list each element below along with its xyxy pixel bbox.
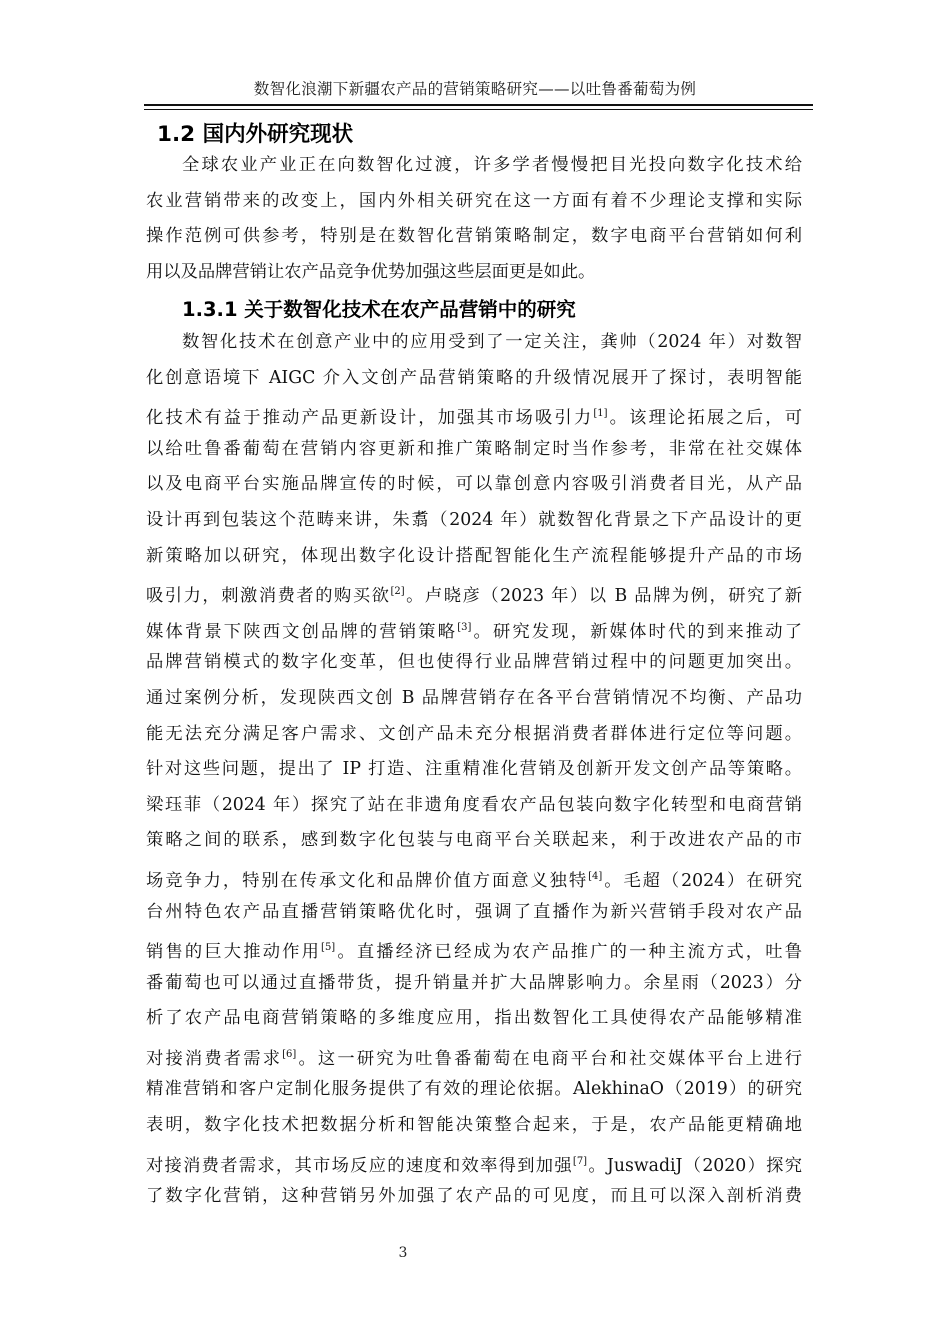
subsection-heading: 1.3.1 关于数智化技术在农产品营销中的研究 — [182, 298, 576, 321]
citation-marker: [3] — [457, 621, 472, 633]
paragraph-line: 设计再到包装这个范畴来讲，朱翥（2024 年）就数智化背景之下产品设计的更 — [146, 509, 802, 530]
paragraph-line: 数智化技术在创意产业中的应用受到了一定关注，龚帅（2024 年）对数智 — [182, 332, 802, 352]
paragraph-line: 全球农业产业正在向数智化过渡，许多学者慢慢把目光投向数字化技术给 — [182, 155, 802, 175]
paragraph-line: 场竞争力，特别在传承文化和品牌价值方面意义独特[4]。毛超（2024）在研究 — [146, 870, 802, 891]
paragraph-line: 以给吐鲁番葡萄在营销内容更新和推广策略制定时当作参考，非常在社交媒体 — [146, 438, 802, 459]
paragraph-line: 化技术有益于推动产品更新设计，加强其市场吸引力[1]。该理论拓展之后，可 — [146, 407, 802, 428]
paragraph-line: 了数字化营销，这种营销另外加强了农产品的可见度，而且可以深入剖析消费 — [146, 1186, 802, 1207]
paragraph-line: 对接消费者需求[6]。这一研究为吐鲁番葡萄在电商平台和社交媒体平台上进行 — [146, 1048, 802, 1069]
paragraph-line: 新策略加以研究，体现出数字化设计搭配智能化生产流程能够提升产品的市场 — [146, 545, 802, 566]
paragraph-line: 以及电商平台实施品牌宣传的时候，可以靠创意内容吸引消费者目光，从产品 — [146, 474, 802, 495]
header-rule-thin — [144, 109, 813, 110]
paragraph-line: 精准营销和客户定制化服务提供了有效的理论依据。AlekhinaO（2019）的研究 — [146, 1079, 802, 1100]
paragraph-line: 针对这些问题，提出了 IP 打造、注重精准化营销及创新开发文创产品等策略。 — [146, 759, 802, 780]
citation-marker: [7] — [572, 1155, 588, 1167]
paragraph-line: 农业营销带来的改变上，国内外相关研究在这一方面有着不少理论支撑和实际 — [146, 190, 802, 211]
paragraph-line: 操作范例可供参考，特别是在数智化营销策略制定，数字电商平台营销如何利 — [146, 226, 802, 247]
paragraph-line: 吸引力，刺激消费者的购买欲[2]。卢晓彦（2023 年）以 B 品牌为例，研究了新 — [146, 585, 802, 606]
paragraph-line: 表明，数字化技术把数据分析和智能决策整合起来，于是，农产品能更精确地 — [146, 1115, 802, 1136]
body-paragraph — [146, 325, 802, 1215]
citation-marker: [2] — [390, 586, 405, 598]
paragraph-line: 策略之间的联系，感到数字化包装与电商平台关联起来，利于改进农产品的市 — [146, 830, 802, 851]
paragraph-line: 销售的巨大推动作用[5]。直播经济已经成为农产品推广的一种主流方式，吐鲁 — [146, 941, 802, 962]
paragraph-line: 析了农产品电商营销策略的多维度应用，指出数智化工具使得农产品能够精准 — [146, 1008, 802, 1029]
citation-marker: [6] — [282, 1048, 297, 1060]
paragraph-line: 番葡萄也可以通过直播带货，提升销量并扩大品牌影响力。余星雨（2023）分 — [146, 972, 802, 993]
paragraph-line: 化创意语境下 AIGC 介入文创产品营销策略的升级情况展开了探讨，表明智能 — [146, 367, 802, 388]
running-header-title: 数智化浪潮下新疆农产品的营销策略研究——以吐鲁番葡萄为例 — [253, 80, 697, 98]
paragraph-line: 台州特色农产品直播营销策略优化时，强调了直播作为新兴营销手段对农产品 — [146, 901, 802, 922]
paragraph-line: 能无法充分满足客户需求、文创产品未充分根据消费者群体进行定位等问题。 — [146, 723, 802, 744]
paragraph-line: 用以及品牌营销让农产品竞争优势加强这些层面更是如此。 — [146, 261, 596, 282]
paragraph-line: 对接消费者需求，其市场反应的速度和效率得到加强[7]。JuswadiJ（2020）探究 — [146, 1155, 802, 1176]
citation-marker: [1] — [593, 408, 608, 420]
paragraph-line: 媒体背景下陕西文创品牌的营销策略[3]。研究发现，新媒体时代的到来推动了 — [146, 621, 802, 642]
citation-marker: [5] — [321, 942, 336, 954]
paragraph-line: 通过案例分析，发现陕西文创 B 品牌营销存在各平台营销情况不均衡、产品功 — [146, 687, 802, 708]
header-rule-thick — [144, 104, 813, 106]
intro-paragraph — [146, 148, 802, 290]
section-heading: 1.2 国内外研究现状 — [157, 122, 354, 147]
citation-marker: [4] — [588, 870, 603, 882]
paragraph-line: 梁珏菲（2024 年）探究了站在非遗角度看农产品包装向数字化转型和电商营销 — [146, 794, 802, 815]
paragraph-line: 品牌营销模式的数字化变革，但也使得行业品牌营销过程中的问题更加突出。 — [146, 652, 802, 673]
page-number: 3 — [398, 1245, 408, 1261]
